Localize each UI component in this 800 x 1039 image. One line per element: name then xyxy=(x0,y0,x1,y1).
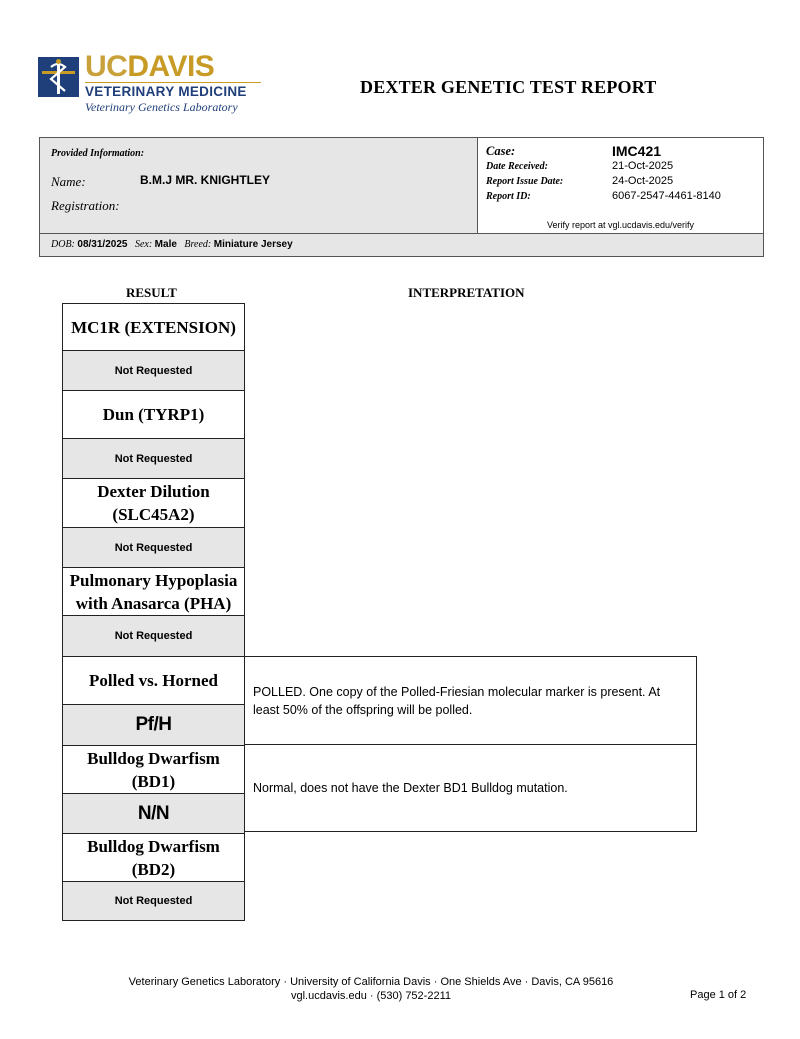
registration-label: Registration: xyxy=(51,198,120,213)
report-issue-date-value: 24-Oct-2025 xyxy=(612,175,674,187)
verify-link[interactable]: Verify report at vgl.ucdavis.edu/verify xyxy=(546,220,695,230)
test-name: Dun (TYRP1) xyxy=(62,391,245,439)
test-result: Not Requested xyxy=(62,616,245,657)
date-received-label: Date Received: xyxy=(486,161,548,172)
test-result: Not Requested xyxy=(62,351,245,391)
test-name: Pulmonary Hypoplasia with Anasarca (PHA) xyxy=(62,568,245,616)
provided-heading: Provided Information: xyxy=(51,148,145,159)
report-id-value: 6067-2547-4461-8140 xyxy=(612,190,721,202)
interpretation-column-header: INTERPRETATION xyxy=(408,285,525,300)
footer-address: Veterinary Genetics Laboratory · University of California Davis · One Shields Ave · Davis, CA 95616 xyxy=(128,976,614,988)
dob-label: DOB: xyxy=(51,239,75,250)
animal-details xyxy=(51,239,293,250)
test-name: Bulldog Dwarfism (BD1) xyxy=(62,746,245,794)
interpretation-text: POLLED. One copy of the Polled-Friesian molecular marker is present. At least 50% of the offspring will be polled. xyxy=(253,684,661,717)
breed-label: Breed: xyxy=(184,239,212,250)
dob-value: 08/31/2025 xyxy=(77,239,128,250)
animal-name: B.M.J MR. KNIGHTLEY xyxy=(140,173,271,187)
page-number: Page 1 of 2 xyxy=(690,989,747,1001)
interpretation-text: Normal, does not have the Dexter BD1 Bulldog mutation. xyxy=(253,781,568,795)
case-number: IMC421 xyxy=(612,143,662,159)
animal-details-row xyxy=(40,233,763,256)
test-result: Not Requested xyxy=(62,882,245,921)
test-name: Dexter Dilution (SLC45A2) xyxy=(62,479,245,528)
logo-wordmark: UCDAVIS xyxy=(85,50,215,83)
breed-value: Miniature Jersey xyxy=(213,239,293,250)
sex-value: Male xyxy=(154,239,177,250)
ucdavis-vetmed-logo xyxy=(38,50,268,117)
case-info-box xyxy=(39,137,764,257)
footer-contact: vgl.ucdavis.edu · (530) 752-2211 xyxy=(290,990,451,1002)
page-footer xyxy=(0,975,742,1003)
interpretation-polled xyxy=(245,656,697,745)
results-table xyxy=(62,303,245,921)
test-name: Bulldog Dwarfism (BD2) xyxy=(62,834,245,882)
report-title: DEXTER GENETIC TEST REPORT xyxy=(360,77,657,97)
test-name: Polled vs. Horned xyxy=(62,657,245,705)
test-result: Not Requested xyxy=(62,528,245,568)
case-details-panel xyxy=(478,138,763,233)
case-label: Case: xyxy=(486,144,516,158)
test-result: Not Requested xyxy=(62,439,245,479)
logo-lab-name: Veterinary Genetics Laboratory xyxy=(85,100,238,114)
logo-school: VETERINARY MEDICINE xyxy=(85,82,261,100)
caduceus-icon xyxy=(38,57,79,97)
date-received-value: 21-Oct-2025 xyxy=(612,160,674,172)
name-label: Name: xyxy=(51,174,86,189)
interpretation-bd1 xyxy=(245,744,697,832)
sex-label: Sex: xyxy=(134,239,153,250)
report-issue-date-label: Report Issue Date: xyxy=(486,176,564,187)
test-name: MC1R (EXTENSION) xyxy=(62,303,245,351)
test-result: N/N xyxy=(62,794,245,834)
provided-information-panel xyxy=(40,138,478,233)
report-id-label: Report ID: xyxy=(486,191,531,202)
test-result: Pf/H xyxy=(62,705,245,746)
result-column-header: RESULT xyxy=(126,285,177,300)
